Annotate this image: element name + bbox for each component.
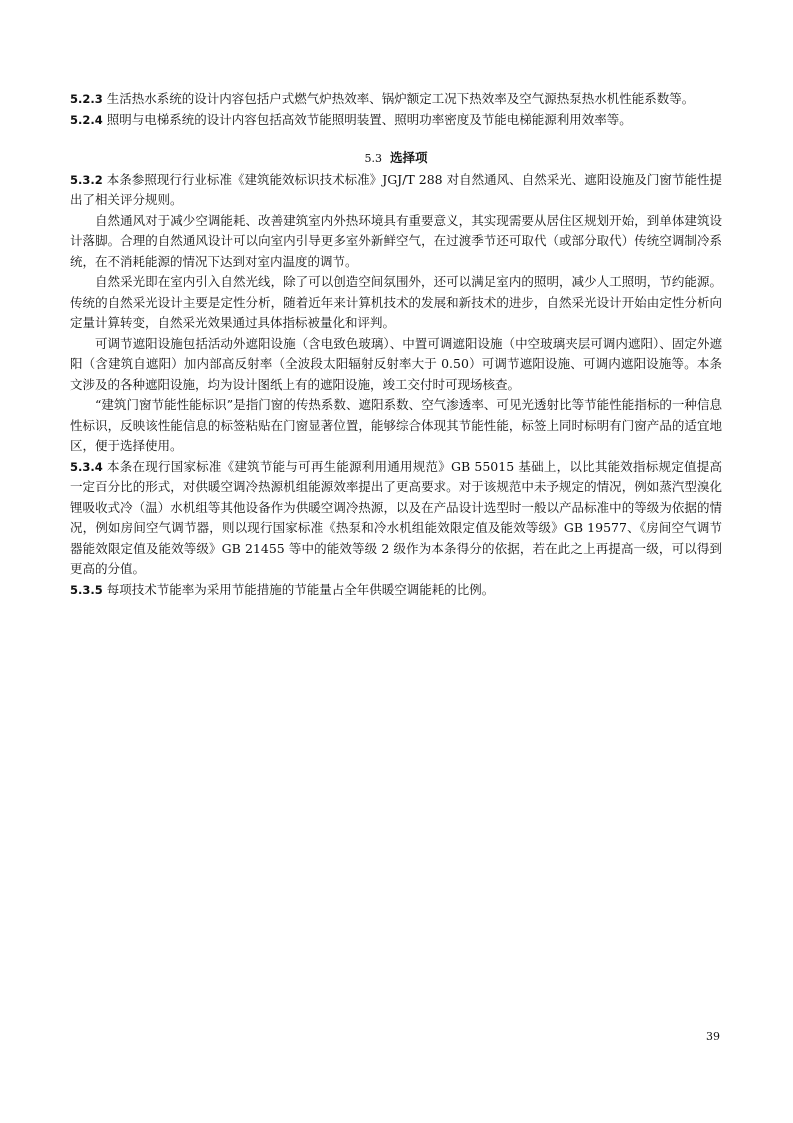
section-number: 5.3 (364, 152, 382, 165)
clause-number: 5.2.3 (70, 92, 103, 106)
clause-5-2-4 (70, 110, 722, 131)
section-heading (70, 148, 722, 170)
clause-5-3-4 (70, 457, 722, 580)
clause-number: 5.3.2 (70, 172, 103, 187)
clause-text: 生活热水系统的设计内容包括户式燃气炉热效率、锅炉额定工况下热效率及空气源热泵热水机性能系数等。 (106, 91, 695, 106)
clause-number: 5.3.5 (70, 582, 103, 597)
clause-text: 照明与电梯系统的设计内容包括高效节能照明装置、照明功率密度及节能电梯能源利用效率等。 (106, 111, 632, 127)
document-body (70, 89, 722, 600)
page-number: 39 (706, 1030, 720, 1043)
clause-text: 本条参照现行行业标准《建筑能效标识技术标准》JGJ/T 288 对自然通风、自然采光、遮阳设施及门窗节能性提出了相关评分规则。 (70, 171, 722, 207)
paragraph-natural-lighting: 自然采光即在室内引入自然光线，除了可以创造空间氛围外，还可以满足室内的照明，减少人工照明，节约能源。传统的自然采光设计主要是定性分析，随着近年来计算机技术的发展和新技术的进步，自然采光设计开始由定性分析向定量计算转变，自然采光效果通过具体指标被量化和评判。 (70, 274, 722, 330)
clause-5-3-2 (70, 170, 722, 211)
paragraph-natural-ventilation: 自然通风对于减少空调能耗、改善建筑室内外热环境具有重要意义，其实现需要从居住区规划开始，到单体建筑设计落脚。合理的自然通风设计可以向室内引导更多室外新鲜空气，在过渡季节还可取代（或部分取代）传统空调制冷系统，在不消耗能源的情况下达到对室内温度的调节。 (70, 212, 722, 269)
clause-5-3-5 (70, 580, 722, 601)
clause-number: 5.3.4 (70, 459, 103, 474)
section-title: 选择项 (389, 150, 428, 165)
paragraph-window-energy-label: “建筑门窗节能性能标识”是指门窗的传热系数、遮阳系数、空气渗透率、可见光透射比等节能性能指标的一种信息性标识，反映该性能信息的标签粘贴在门窗显著位置，能够综合体现其节能性能，标签上同时标明有门窗产品的适宜地区，便于选择使用。 (70, 397, 722, 453)
clause-5-2-3 (70, 89, 722, 110)
clause-text: 本条在现行国家标准《建筑节能与可再生能源利用通用规范》GB 55015 基础上，以比其能效指标规定值提高一定百分比的形式，对供暖空调冷热源机组能源效率提出了更高要求。对于该规范中未予规定的情况，例如蒸汽型溴化锂吸收式冷（温）水机组等其他设备作为供暖空调冷热源，以及在产品设计选型时一般以产品标准中的等级为依据的情况，例如房间空气调节器，则以现行国家标准《热泵和冷水机组能效限定值及能效等级》GB 19577、《房间空气调节器能效限定值及能效等级》GB 21455 等中的能效等级 2 级作为本条得分的依据，若在此之上再提高一级，可以得到更高的分值。 (70, 458, 722, 576)
clause-text: 每项技术节能率为采用节能措施的节能量占全年供暖空调能耗的比例。 (106, 581, 495, 597)
clause-number: 5.2.4 (70, 112, 103, 127)
paragraph-adjustable-shading: 可调节遮阳设施包括活动外遮阳设施（含电致色玻璃）、中置可调遮阳设施（中空玻璃夹层可调内遮阳）、固定外遮阳（含建筑自遮阳）加内部高反射率（全波段太阳辐射反射率大于 0.50）可调节遮阳设施、可调内遮阳设施等。本条文涉及的各种遮阳设施，均为设计图纸上有的遮阳设施，竣工交付时可现场核查。 (70, 335, 722, 392)
